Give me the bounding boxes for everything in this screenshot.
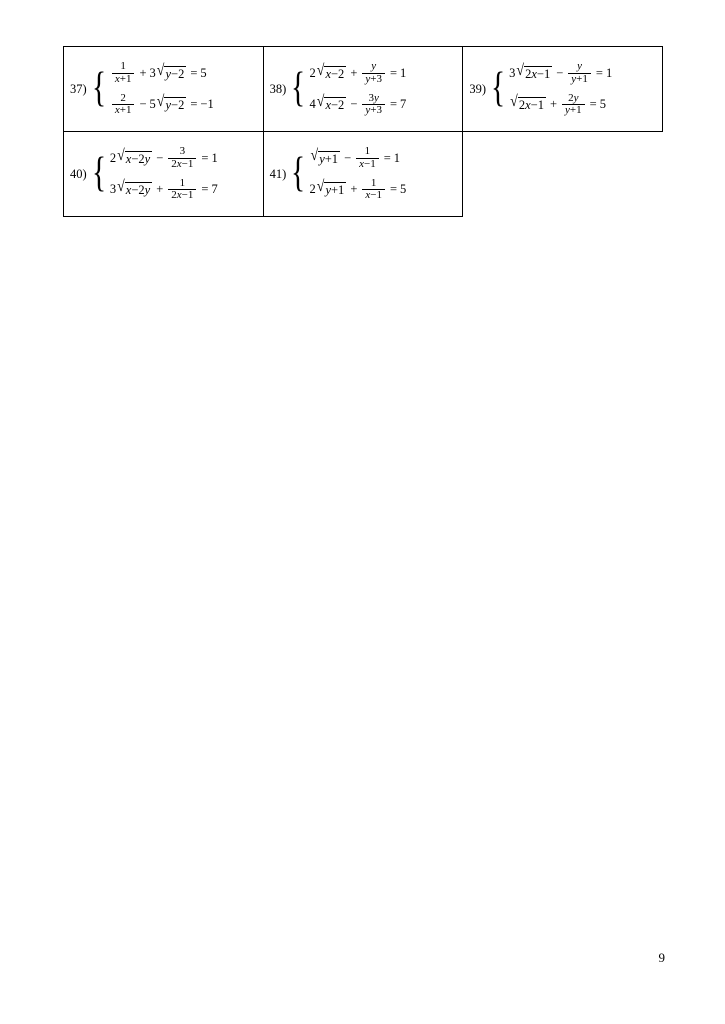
operator: = <box>201 151 209 166</box>
coefficient: 3 <box>149 66 156 81</box>
radicand: 2x−1 <box>518 97 544 112</box>
operator: + <box>156 182 164 197</box>
coefficient: 2 <box>309 182 316 197</box>
equation-system-40 <box>110 146 218 201</box>
item-number: 41) <box>269 166 287 181</box>
equation <box>509 93 612 117</box>
operator: = <box>389 182 398 197</box>
operator: − <box>156 151 164 166</box>
radical-sign: √ <box>316 178 325 196</box>
equation <box>310 146 407 170</box>
radicand: x−2 <box>325 66 345 81</box>
exercise-cell-38 <box>263 47 463 132</box>
fraction-numerator: y <box>371 60 377 73</box>
operator: = <box>201 182 209 197</box>
fraction-denominator: y+1 <box>568 73 591 86</box>
fraction-numerator: 1 <box>179 176 186 189</box>
radical <box>316 93 347 112</box>
exercise-cell-37 <box>64 47 264 132</box>
fraction-denominator: x+1 <box>112 104 135 117</box>
fraction-numerator: 1 <box>370 176 377 189</box>
fraction-denominator: x+1 <box>112 73 135 86</box>
fraction-numerator: 3y <box>368 91 379 104</box>
equation <box>110 61 214 85</box>
equation <box>310 178 407 202</box>
term: 1 <box>605 66 613 81</box>
fraction-numerator: 1 <box>120 60 126 73</box>
fraction-denominator: y+3 <box>362 73 385 86</box>
equation <box>509 61 612 85</box>
fraction-numerator: 1 <box>364 145 371 158</box>
operator: + <box>350 182 358 197</box>
equation <box>110 146 218 170</box>
equation-system-37 <box>110 61 214 116</box>
radical <box>117 178 152 197</box>
empty-cell <box>463 132 663 217</box>
exercise-40 <box>70 146 261 201</box>
radical <box>156 93 187 112</box>
equation-system-41 <box>310 146 407 201</box>
fraction <box>562 93 585 117</box>
radicand: x−2y <box>125 151 151 166</box>
radical-sign: √ <box>316 93 325 111</box>
radical <box>310 147 341 166</box>
radical-sign: √ <box>156 62 165 80</box>
brace-symbol: { <box>291 65 306 112</box>
coefficient: 2 <box>109 151 117 166</box>
item-number: 39) <box>469 81 486 96</box>
fraction-denominator: 2x−1 <box>168 158 196 171</box>
term: 1 <box>393 151 401 166</box>
radicand: x−2y <box>125 182 151 197</box>
operator: − <box>139 97 147 112</box>
coefficient: 2 <box>309 66 316 81</box>
coefficient: 4 <box>309 97 316 112</box>
item-number: 38) <box>269 81 287 96</box>
table-row <box>64 47 663 132</box>
radicand: 2x−1 <box>525 66 551 81</box>
operator: = <box>389 66 398 81</box>
operator: = <box>190 66 198 81</box>
radical-sign: √ <box>156 93 165 111</box>
fraction-denominator: y+3 <box>362 104 385 117</box>
operator: + <box>549 97 558 112</box>
operator: = <box>589 97 597 112</box>
exercise-cell-39 <box>463 47 663 132</box>
term: −1 <box>200 97 214 112</box>
fraction-denominator: x−1 <box>356 158 379 171</box>
brace-symbol: { <box>291 150 306 197</box>
equation-system-38 <box>310 61 407 116</box>
fraction-numerator: 3 <box>179 145 186 158</box>
fraction-numerator: y <box>577 60 583 73</box>
radicand: x−2 <box>325 97 345 112</box>
operator: = <box>190 97 198 112</box>
operator: + <box>139 66 147 81</box>
term: 7 <box>211 182 218 197</box>
equation <box>310 93 407 117</box>
operator: = <box>595 66 603 81</box>
equation <box>110 93 214 117</box>
fraction <box>362 178 385 202</box>
fraction <box>362 61 385 85</box>
fraction-numerator: 2 <box>120 91 126 104</box>
brace-symbol: { <box>91 65 106 112</box>
exercise-37 <box>70 61 261 116</box>
radicand: y+1 <box>325 182 345 197</box>
fraction <box>568 61 591 85</box>
coefficient: 3 <box>109 182 117 197</box>
radical-sign: √ <box>310 147 319 165</box>
radicand: y+1 <box>319 151 339 166</box>
fraction <box>112 93 135 117</box>
radicand: y−2 <box>165 66 185 81</box>
coefficient: 3 <box>509 66 516 81</box>
operator: = <box>383 151 391 166</box>
operator: = <box>389 97 398 112</box>
operator: − <box>350 97 358 112</box>
operator: + <box>350 66 358 81</box>
fraction-denominator: y+1 <box>562 104 585 117</box>
radical-sign: √ <box>510 93 518 111</box>
fraction <box>168 146 196 170</box>
radical-sign: √ <box>516 62 525 80</box>
radical <box>156 62 187 81</box>
radical-sign: √ <box>117 178 125 196</box>
fraction <box>356 146 379 170</box>
item-number: 37) <box>70 81 87 96</box>
fraction <box>112 61 135 85</box>
coefficient: 5 <box>149 97 156 112</box>
operator: − <box>344 151 352 166</box>
exercise-cell-41 <box>263 132 463 217</box>
brace-symbol: { <box>491 65 506 112</box>
fraction-denominator: x−1 <box>362 189 385 202</box>
exercise-cell-40 <box>64 132 264 217</box>
radical-sign: √ <box>316 62 325 80</box>
radicand: y−2 <box>165 97 185 112</box>
equation-system-39 <box>509 61 612 116</box>
term: 5 <box>599 97 606 112</box>
term: 1 <box>400 66 407 81</box>
exercise-41 <box>270 146 461 201</box>
brace-symbol: { <box>91 150 106 197</box>
exercise-38 <box>270 61 461 116</box>
fraction-numerator: 2y <box>568 91 579 104</box>
operator: − <box>556 66 564 81</box>
radical <box>516 62 552 81</box>
exercise-table-body <box>64 47 663 217</box>
radical <box>117 147 152 166</box>
fraction <box>168 178 196 202</box>
term: 5 <box>400 182 407 197</box>
term: 7 <box>400 97 407 112</box>
radical <box>510 93 546 112</box>
fraction <box>362 93 385 117</box>
term: 5 <box>200 66 207 81</box>
radical <box>316 62 347 81</box>
exercise-table <box>63 46 663 217</box>
equation <box>110 178 218 202</box>
item-number: 40) <box>70 166 87 181</box>
equation <box>310 61 407 85</box>
fraction-denominator: 2x−1 <box>168 189 196 202</box>
term: 1 <box>211 151 218 166</box>
exercise-39 <box>469 61 660 116</box>
page-number: 9 <box>658 950 665 965</box>
table-row <box>64 132 663 217</box>
radical-sign: √ <box>117 147 125 165</box>
radical <box>316 178 347 197</box>
